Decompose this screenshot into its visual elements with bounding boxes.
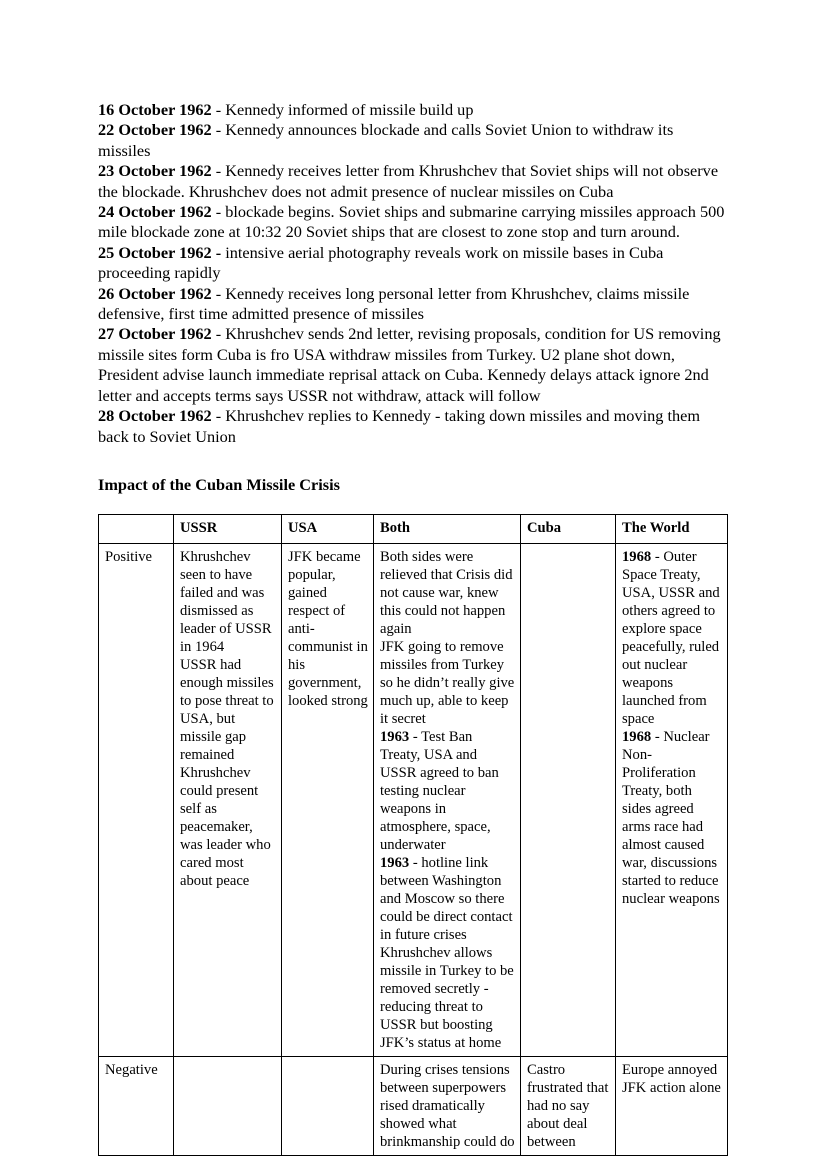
cell-positive-both [374,544,521,1057]
cell-line: 1963 - hotline link between Washington and Moscow so there could be direct contact in future crises [380,855,513,944]
timeline-date: 28 October 1962 [98,406,212,426]
cell-line: Both sides were relieved that Crisis did not cause war, knew this could not happen again [380,549,513,638]
cell-positive-usa [282,544,374,1057]
column-header-ussr: USSR [174,515,282,544]
timeline-text: Khrushchev sends 2nd letter, revising proposals, condition for US removing missile sites form Cuba is fro USA withdraw missiles from Turkey. U2 plane shot down, President advise launch immediate reprisal attack on Cuba. Kennedy delays attack ignore 2nd letter and accepts terms says USSR not withdraw, attack will follow [98,324,721,405]
cell-line: Khrushchev seen to have failed and was dismissed as leader of USSR in 1964 [180,549,272,656]
impact-table-container [98,514,730,1156]
timeline-date: 23 October 1962 [98,161,212,181]
cell-negative-usa [282,1057,374,1156]
timeline-separator: - [211,161,226,181]
timeline-entry [98,324,728,406]
timeline-entry [98,406,728,447]
timeline-text: intensive aerial photography reveals work on missile bases in Cuba proceeding rapidly [98,242,664,283]
timeline-entry [98,202,728,243]
timeline-text: Kennedy receives letter from Khrushchev that Soviet ships will not observe the blockade. Khrushchev does not admit presence of nuclear missiles on Cuba [98,161,719,201]
timeline-date: 24 October 1962 [98,202,212,222]
impact-section-heading: Impact of the Cuban Missile Crisis [98,474,340,494]
year-marker: 1963 [380,729,410,746]
cell-negative-cuba [521,1057,616,1156]
timeline-separator: - [211,283,226,303]
timeline-entry [98,161,728,202]
timeline-separator: - [211,406,226,426]
table-row [99,544,728,1057]
timeline-date: 26 October 1962 [98,283,212,303]
cell-line: 1968 - Nuclear Non-Proliferation Treaty, both sides agreed arms race had almost caused war, discussions started to reduce nuclear weapons [622,729,720,908]
timeline-date: 16 October 1962 [98,100,212,119]
timeline-separator: - [211,100,226,119]
timeline-text: Kennedy announces blockade and calls Soviet Union to withdraw its missiles [98,120,674,160]
cell-positive-the-world [616,544,728,1057]
timeline-text: Kennedy informed of missile build up [225,100,474,119]
column-header-the-world: The World [616,515,728,544]
year-marker: 1968 [622,729,652,746]
cell-line: USSR had enough missiles to pose threat to USA, but missile gap remained [180,657,274,764]
timeline-entry [98,100,728,120]
column-header-blank [99,515,174,544]
row-label-positive: Positive [99,544,174,1057]
cell-line: Europe annoyed JFK action alone [622,1062,721,1097]
impact-table [98,514,728,1156]
crisis-timeline [98,100,728,447]
table-header-row [99,515,728,544]
cell-negative-ussr [174,1057,282,1156]
timeline-entry [98,243,728,284]
timeline-entry [98,284,728,325]
cell-line: JFK going to remove missiles from Turkey so he didn’t really give much up, able to keep it secret [380,639,515,728]
cell-line: 1963 - Test Ban Treaty, USA and USSR agreed to ban testing nuclear weapons in atmosphere, space, underwater [380,729,499,854]
table-row [99,1057,728,1156]
cell-line: JFK became popular, gained respect of anti-communist in his government, looked strong [288,549,368,710]
column-header-usa: USA [282,515,374,544]
timeline-separator: - [211,120,226,140]
column-header-both: Both [374,515,521,544]
cell-positive-cuba [521,544,616,1057]
timeline-date: 22 October 1962 [98,120,212,140]
cell-line: 1968 - Outer Space Treaty, USA, USSR and others agreed to explore space peacefully, ruled out nuclear weapons launched from space [622,549,720,728]
timeline-text: blockade begins. Soviet ships and submarine carrying missiles approach 500 mile blockade zone at 10:32 20 Soviet ships that are closest to zone stop and turn around. [98,202,725,242]
cell-line: Castro frustrated that had no say about deal between [527,1062,609,1151]
cell-negative-the-world [616,1057,728,1156]
cell-negative-both [374,1057,521,1156]
row-label-negative: Negative [99,1057,174,1156]
timeline-entry [98,120,728,161]
timeline-text: Kennedy receives long personal letter from Khrushchev, claims missile defensive, first time admitted presence of missiles [98,283,690,324]
timeline-separator: - [211,324,226,344]
timeline-date: 27 October 1962 [98,324,212,344]
year-marker: 1963 [380,855,410,872]
cell-line: Khrushchev allows missile in Turkey to be removed secretly - reducing threat to USSR but boosting JFK’s status at home [380,945,514,1052]
cell-line: Khrushchev could present self as peacemaker, was leader who cared most about peace [180,765,271,890]
cell-line: During crises tensions between superpowers rised dramatically showed what brinkmanship could do [380,1062,515,1151]
column-header-cuba: Cuba [521,515,616,544]
timeline-date: 25 October 1962 - [98,242,226,262]
timeline-separator: - [211,202,226,222]
timeline-text: Khrushchev replies to Kennedy - taking down missiles and moving them back to Soviet Union [98,406,701,446]
year-marker: 1968 [622,549,652,566]
cell-positive-ussr [174,544,282,1057]
